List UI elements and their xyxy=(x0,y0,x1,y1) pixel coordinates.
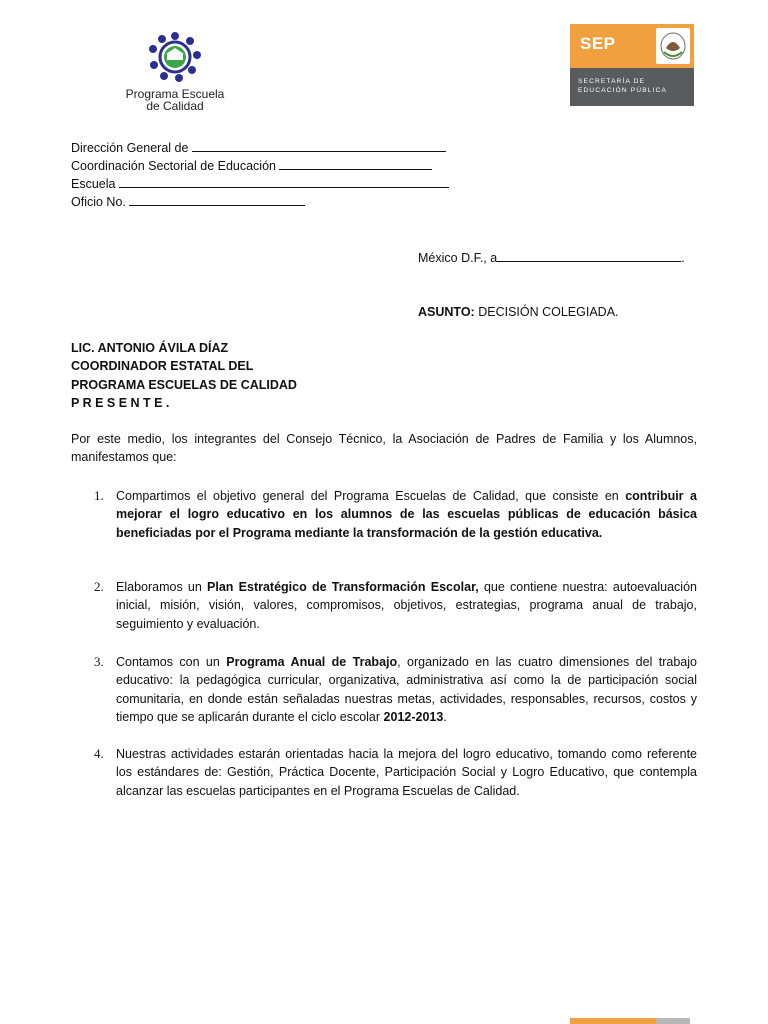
item-2-bold: Plan Estratégico de Transformación Escolar, xyxy=(207,580,479,594)
footer-accent-bar-gray xyxy=(656,1018,690,1024)
sep-logo-bottom xyxy=(570,68,694,106)
item-3-paragraph xyxy=(116,653,697,726)
addressee-title-1: COORDINADOR ESTATAL DEL xyxy=(71,359,254,373)
escuela-label: Escuela xyxy=(71,177,116,191)
date-end: . xyxy=(681,251,685,265)
escuela-line xyxy=(71,175,449,193)
direccion-general-blank xyxy=(192,139,446,152)
coordinacion-sectorial-blank xyxy=(279,157,432,170)
item-2-text-2: que contiene nuestra: autoevaluación inicial, misión, visión, valores, compromisos, objetivos, estrategias, programa anual de trabajo, seguimiento y evaluación. xyxy=(116,580,697,631)
item-3-text: Contamos con un xyxy=(116,655,227,669)
sep-logo-subtitle-1: SECRETARÍA DE xyxy=(578,78,646,85)
item-2-text: Elaboramos un xyxy=(116,580,208,594)
date-line xyxy=(418,249,685,267)
subject-label: ASUNTO: xyxy=(418,305,475,319)
escuela-blank xyxy=(119,175,449,188)
oficio-label: Oficio No. xyxy=(71,195,126,209)
item-1-paragraph xyxy=(116,487,697,542)
addressee-title-2: PROGRAMA ESCUELAS DE CALIDAD xyxy=(71,378,297,392)
subject-value: DECISIÓN COLEGIADA. xyxy=(478,305,619,319)
item-4-number: 4. xyxy=(94,746,104,761)
sep-logo-top xyxy=(570,24,694,68)
oficio-blank xyxy=(129,193,305,206)
item-2-number: 2. xyxy=(94,579,104,594)
item-1-number: 1. xyxy=(94,488,104,503)
sep-logo-subtitle-2: EDUCACIÓN PÚBLICA xyxy=(578,87,668,94)
addressee-name: LIC. ANTONIO ÁVILA DÍAZ xyxy=(71,341,229,355)
item-1-text: Compartimos el objetivo general del Programa Escuelas de Calidad, que consiste en xyxy=(116,489,626,503)
date-blank xyxy=(497,249,681,262)
item-1-bold: contribuir a mejorar el logro educativo en los alumnos de las escuelas públicas de educación básica beneficiadas por el Programa mediante la transformación de la gestión educativa. xyxy=(116,489,697,540)
item-2-paragraph xyxy=(116,578,697,633)
direccion-general-label: Dirección General de xyxy=(71,141,189,155)
addressee-presente: P R E S E N T E . xyxy=(71,396,170,410)
mexico-seal-icon xyxy=(656,28,690,64)
programa-escuela-calidad-logo xyxy=(112,30,242,114)
item-3-text-3: . xyxy=(443,709,447,724)
pec-emblem-icon xyxy=(146,30,204,86)
pec-logo-text-1: Programa Escuela xyxy=(125,87,225,101)
sep-logo xyxy=(570,24,694,106)
item-3-number: 3. xyxy=(94,654,104,669)
sep-logo-word: SEP xyxy=(580,34,616,53)
item-3-school-year: 2012-2013 xyxy=(383,709,444,724)
pec-logo-text-2: de Calidad xyxy=(146,99,204,113)
coordinacion-sectorial-line xyxy=(71,157,432,175)
subject-line xyxy=(418,303,619,321)
direccion-general-line xyxy=(71,139,446,157)
item-3-text-2: , organizado en las cuatro dimensiones del trabajo educativo: la pedagógica curricular, organizativa, administrativa así como la de participación social comunitaria, en donde están señaladas nuestras metas, actividades, responsables, recursos, costos y tiempo que se aplicarán durante el ciclo escolar xyxy=(116,655,697,724)
coordinacion-sectorial-label: Coordinación Sectorial de Educación xyxy=(71,159,276,173)
oficio-line xyxy=(71,193,305,211)
item-4-paragraph: Nuestras actividades estarán orientadas hacia la mejora del logro educativo, tomando como referente los estándares de: Gestión, Práctica Docente, Participación Social y Logro Educativo, que contempla alcanzar las escuelas participantes en el Programa Escuelas de Calidad. xyxy=(116,747,697,798)
item-3-bold: Programa Anual de Trabajo xyxy=(226,655,398,669)
date-place: México D.F., a xyxy=(418,251,498,265)
intro-paragraph: Por este medio, los integrantes del Consejo Técnico, la Asociación de Padres de Familia y los Alumnos, manifestamos que: xyxy=(71,432,697,465)
